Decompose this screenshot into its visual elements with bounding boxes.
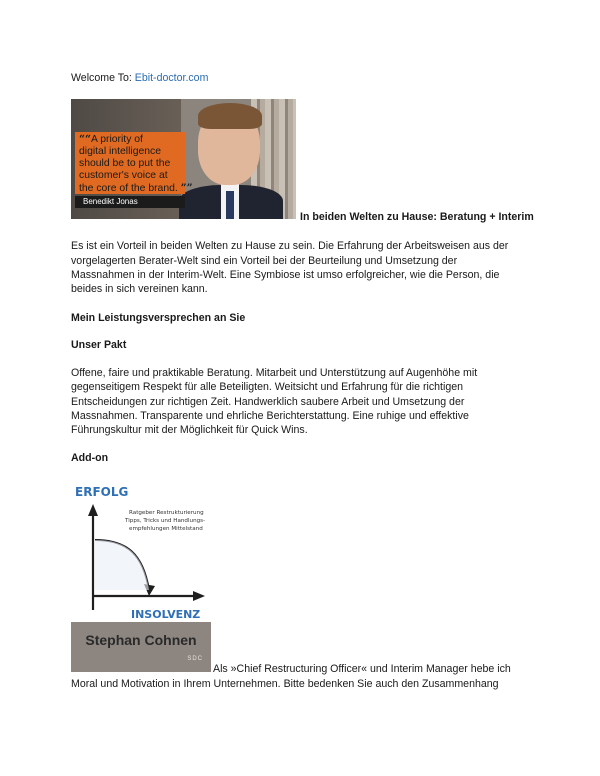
photo-hair — [198, 103, 262, 129]
intro-line-2: vorgelagerten Berater-Welt sind ein Vorteil bei der Beurteilung und Umsetzung der — [71, 255, 458, 267]
welcome-line — [71, 71, 208, 85]
sketch-note-3: empfehlungen Mittelstand — [129, 526, 203, 532]
quote-close-mark: ”” — [180, 182, 193, 195]
quote-line-5: the core of the brand. — [79, 183, 178, 195]
pakt-line-1: Offene, faire und praktikable Beratung. Mitarbeit und Unterstützung auf Augenhöhe mit — [71, 367, 478, 379]
portrait-photo — [71, 99, 296, 219]
intro-line-4: beides in sich vereinen kann. — [71, 283, 208, 295]
sketch-note-2: Tipps, Tricks und Handlungs- — [125, 518, 206, 524]
pakt-line-3: Entscheidungen zur richtigen Zeit. Handwerklich saubere Arbeit und Umsetzung der — [71, 396, 465, 408]
pakt-line-5: Führungskultur mit der Möglichkeit für Quick Wins. — [71, 424, 308, 436]
heading-pakt: Unser Pakt — [71, 339, 127, 351]
heading-addon: Add-on — [71, 452, 109, 464]
sketch-label-insolvenz: INSOLVENZ — [131, 608, 201, 621]
quote-line-3: should be to put the — [79, 158, 171, 170]
sketch-x-arrow — [193, 591, 205, 601]
sketch-area — [95, 540, 149, 590]
banner-subtitle: SDC — [187, 656, 203, 662]
banner-title: Stephan Cohnen — [85, 632, 197, 648]
quote-line-2: digital intelligence — [79, 146, 162, 158]
closing-line-2: Moral und Motivation in Ihrem Unternehmen. Bitte bedenken Sie auch den Zusammenhang — [71, 678, 499, 690]
photo-tie — [226, 191, 234, 219]
author-banner — [71, 622, 211, 672]
closing-line-1: Als »Chief Restructuring Officer« und Interim Manager hebe ich — [213, 663, 511, 675]
quote-text — [79, 133, 193, 195]
site-link[interactable]: Ebit-doctor.com — [134, 72, 209, 84]
pakt-line-2: gegenseitigem Respekt für alle Beteiligten. Weitsicht und Erfahrung für die richtigen — [71, 381, 463, 393]
restructuring-sketch-image — [71, 478, 211, 622]
sketch-drawing — [71, 478, 211, 622]
welcome-prefix: Welcome To: — [71, 72, 135, 84]
quote-line-4: customer's voice at — [79, 170, 168, 182]
sketch-note-1: Ratgeber Restrukturierung — [129, 510, 204, 516]
sketch-label-erfolg: ERFOLG — [75, 485, 129, 499]
pakt-line-4: Massnahmen. Transparente und ehrliche Berichterstattung. Eine ruhige und effektive — [71, 410, 469, 422]
photo-caption: In beiden Welten zu Hause: Beratung + Interim — [300, 211, 534, 223]
intro-line-1: Es ist ein Vorteil in beiden Welten zu Hause zu sein. Die Erfahrung der Arbeitsweisen aus der — [71, 240, 509, 252]
quote-open-mark: ““ — [79, 133, 91, 145]
quote-line-1: A priority of — [90, 134, 143, 145]
person-name: Benedikt Jonas — [83, 197, 138, 206]
intro-line-3: Massnahmen in der Interim-Welt. Eine Symbiose ist umso erfolgreicher, wie die Person, die — [71, 269, 500, 281]
heading-promise: Mein Leistungsversprechen an Sie — [71, 312, 246, 324]
sketch-y-arrow — [88, 504, 98, 516]
